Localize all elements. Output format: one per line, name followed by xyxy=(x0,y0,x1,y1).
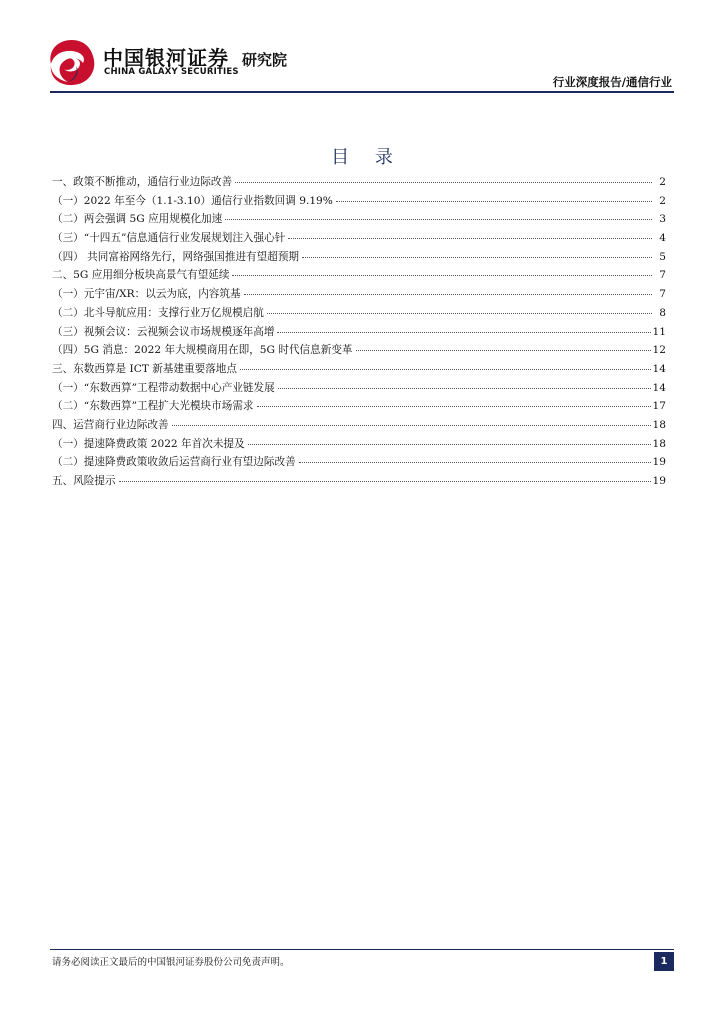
brand-name-en: CHINA GALAXY SECURITIES xyxy=(104,67,239,77)
toc-entry[interactable] xyxy=(52,248,666,267)
toc-entry-label: （三）“十四五”信息通信行业发展规划注入强心针 xyxy=(52,232,286,245)
toc-entry[interactable] xyxy=(52,210,666,229)
toc-entry-page: 2 xyxy=(659,176,666,188)
toc-entry[interactable] xyxy=(52,173,666,192)
toc-entry-label: （二）两会强调 5G 应用规模化加速 xyxy=(52,213,223,226)
toc-entry-page: 18 xyxy=(652,437,666,450)
page-header xyxy=(0,0,724,96)
toc-entry[interactable] xyxy=(52,360,666,379)
toc-dot-leader xyxy=(302,256,652,258)
toc-entry-label: （四）5G 消息：2022 年大规模商用在即，5G 时代信息新变革 xyxy=(52,344,353,357)
toc-entry-label: （一）“东数西算”工程带动数据中心产业链发展 xyxy=(52,381,275,394)
toc-entry-page: 7 xyxy=(659,269,666,282)
toc-dot-leader xyxy=(172,424,651,426)
toc-dot-leader xyxy=(119,480,651,482)
toc-dot-leader xyxy=(232,274,652,276)
toc-entry-page: 19 xyxy=(652,475,666,487)
toc-dot-leader xyxy=(248,443,651,445)
toc-entry[interactable] xyxy=(52,266,666,285)
toc-entry-label: 五、风险提示 xyxy=(52,475,116,487)
toc-entry-label: （一）2022 年至今（1.1-3.10）通信行业指数回调 9.19% xyxy=(52,194,333,207)
toc-dot-leader xyxy=(240,368,651,370)
toc-dot-leader xyxy=(235,181,652,183)
toc-entry-page: 17 xyxy=(652,400,666,413)
toc-entry[interactable] xyxy=(52,379,666,398)
toc-entry[interactable] xyxy=(52,435,666,454)
toc-entry-page: 7 xyxy=(659,288,666,301)
toc-entry-page: 4 xyxy=(659,232,666,245)
toc-entry-label: （二）北斗导航应用：支撑行业万亿规模启航 xyxy=(52,306,264,319)
toc-entry-label: 三、东数西算是 ICT 新基建重要落地点 xyxy=(52,362,237,375)
toc-entry-label: （二）提速降费政策收敛后运营商行业有望边际改善 xyxy=(52,456,296,469)
brand-name-cn: 中国银河证券 xyxy=(103,46,229,70)
research-institute-label: 研究院 xyxy=(242,51,288,69)
report-type-label: 行业深度报告/通信行业 xyxy=(552,75,672,89)
toc-entry[interactable] xyxy=(52,323,666,342)
toc-entry-label: （三）视频会议：云视频会议市场规模逐年高增 xyxy=(52,325,275,338)
toc-dot-leader xyxy=(336,200,652,202)
page-number-badge: 1 xyxy=(654,952,674,971)
toc-entry[interactable] xyxy=(52,472,666,491)
toc-title: 目 录 xyxy=(331,147,403,168)
toc-dot-leader xyxy=(299,461,651,463)
toc-entry-page: 14 xyxy=(652,381,666,394)
toc-entry-label: 二、5G 应用细分板块高景气有望延续 xyxy=(52,269,230,282)
toc-entry-page: 12 xyxy=(652,344,666,357)
toc-dot-leader xyxy=(278,387,651,389)
toc-entry-label: （二）“东数西算”工程扩大光模块市场需求 xyxy=(52,400,254,413)
toc-entry-page: 8 xyxy=(659,306,666,319)
toc-entry[interactable] xyxy=(52,304,666,323)
toc-entry[interactable] xyxy=(52,416,666,435)
header-divider xyxy=(50,91,674,93)
toc-entry-page: 11 xyxy=(652,325,666,338)
toc-entry[interactable] xyxy=(52,285,666,304)
table-of-contents xyxy=(52,173,666,491)
toc-entry[interactable] xyxy=(52,397,666,416)
toc-entry[interactable] xyxy=(52,229,666,248)
toc-entry-page: 2 xyxy=(659,194,666,207)
toc-entry-page: 18 xyxy=(652,418,666,431)
toc-dot-leader xyxy=(267,312,652,314)
footer-divider xyxy=(50,949,674,950)
toc-entry-label: 四、运营商行业边际改善 xyxy=(52,418,169,431)
toc-entry-page: 14 xyxy=(652,362,666,375)
toc-entry-page: 3 xyxy=(659,213,666,226)
toc-entry-label: （四） 共同富裕网络先行，网络强国推进有望超预期 xyxy=(52,250,300,263)
toc-entry[interactable] xyxy=(52,192,666,211)
toc-entry-page: 5 xyxy=(659,250,666,263)
disclaimer-text: 请务必阅读正文最后的中国银河证券股份公司免责声明。 xyxy=(52,957,290,968)
toc-dot-leader xyxy=(277,331,650,333)
toc-entry[interactable] xyxy=(52,453,666,472)
toc-entry-page: 19 xyxy=(652,456,666,469)
toc-dot-leader xyxy=(288,237,652,239)
toc-dot-leader xyxy=(257,405,651,407)
toc-entry[interactable] xyxy=(52,341,666,360)
toc-entry-label: 一、政策不断推动，通信行业边际改善 xyxy=(52,176,233,188)
toc-dot-leader xyxy=(356,349,651,351)
toc-entry-label: （一）提速降费政策 2022 年首次未提及 xyxy=(52,437,245,450)
toc-entry-label: （一）元宇宙/XR：以云为底，内容筑基 xyxy=(52,288,241,301)
toc-dot-leader xyxy=(244,293,652,295)
toc-dot-leader xyxy=(225,218,652,220)
china-galaxy-logo-icon xyxy=(46,36,98,88)
